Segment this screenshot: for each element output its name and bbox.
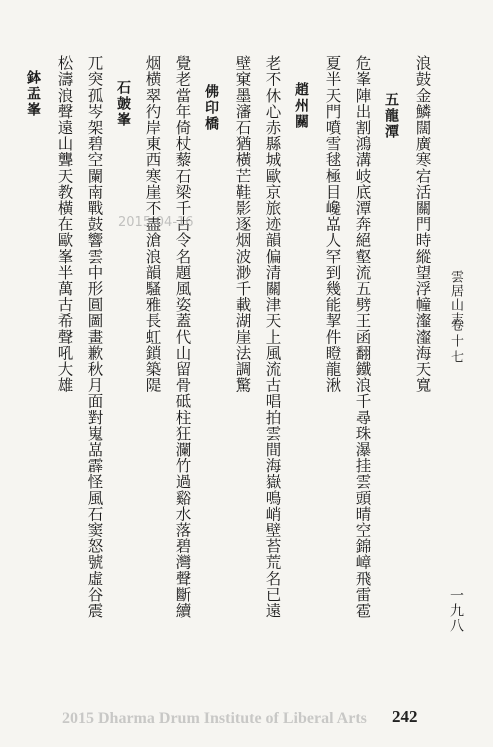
section-heading: 佛印橋	[203, 84, 219, 132]
text-column: 兀突孤岑架碧空闌南戰鼓響雲中形圓圖畫歉秋月面對嵬嵓霹怪風石窦怒號虛谷震	[85, 55, 104, 619]
page-number: 242	[392, 707, 418, 726]
text-column: 危峯陣出割鴻溝岐底潭奔絕壑流五劈王函翻鐵浪千尋珠瀑挂雲頭晴空錦嶂飛雷雹	[353, 55, 372, 619]
book-title: 雲居山志	[448, 270, 463, 326]
page-number-chinese: 一九八	[448, 588, 464, 633]
text-column: 浪鼓金鱗闊廣寒宕活關門時縱望浮幢瀣瀣海天寬	[413, 55, 432, 394]
section-heading: 趙州關	[293, 82, 309, 130]
section-heading: 石皷峯	[115, 80, 131, 128]
watermark-footer: 2015 Dharma Drum Institute of Liberal Arts	[62, 710, 367, 727]
volume-label: 卷十七	[448, 318, 463, 366]
text-column: 老不休心赤縣城歐京旅迹韻偏清關津天上風流古唱拍雲間海嶽鳴峭壁苔荒名已遠	[263, 55, 282, 619]
text-column: 烟横翠彴岸東西寒崖不盡滄浪韻騷雅長虹鎖築隄	[143, 55, 162, 394]
watermark-stamp: 2015-04-16	[118, 215, 194, 230]
section-heading: 五龍潭	[383, 92, 399, 140]
text-column: 夏半天門噴雪毬極目巉嵓人罕到幾能挈件瞪龍湫	[323, 55, 342, 394]
text-column: 覺老當年倚杖藜石梁千古令名題風姿蓋代山留骨砥柱狂瀾竹過谿水落碧灣聲斷續	[173, 55, 192, 619]
text-column: 松濤浪聲遠山聾天教橫在歐峯半萬古希聲吼大雄	[55, 55, 74, 394]
text-column: 壁窠墨瀋石猶橫芒鞋影逐烟波渺千載湖崖法調驚	[233, 55, 252, 394]
section-heading: 鉢盂峯	[25, 70, 41, 118]
